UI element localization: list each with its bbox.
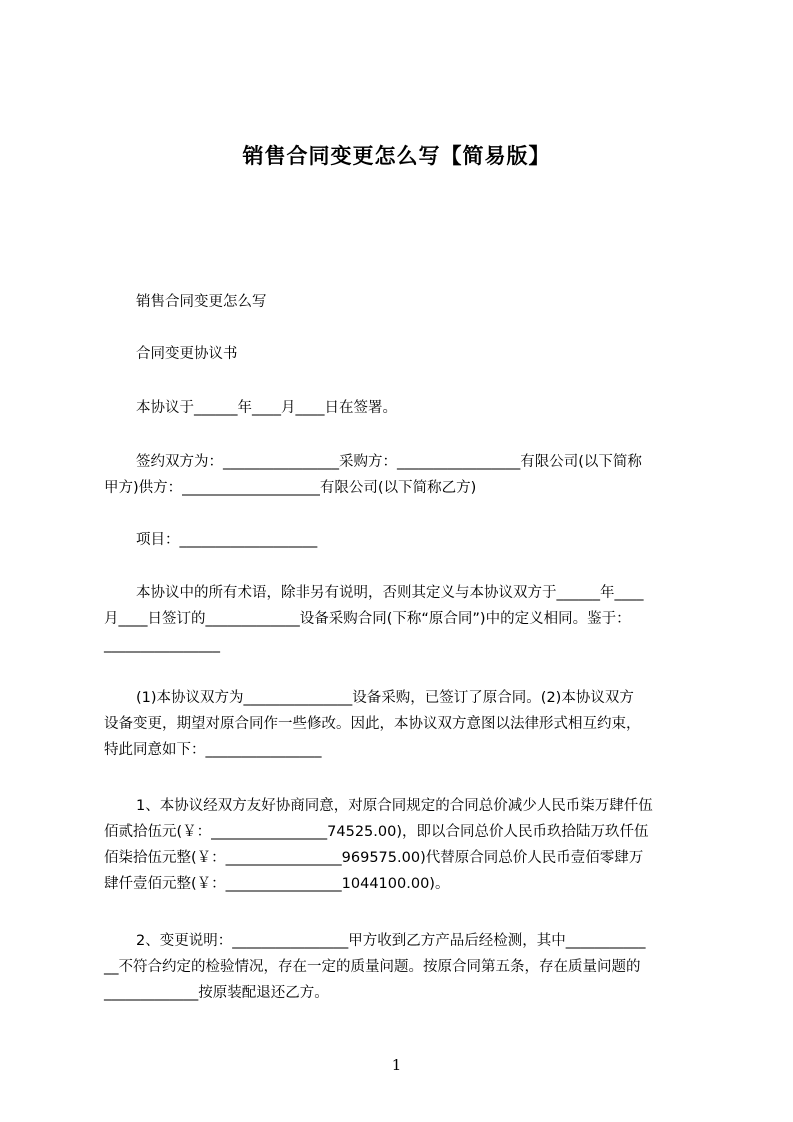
terms-paragraph [104,580,704,658]
subtitle-paragraph [104,289,736,315]
text-line: 月____日签订的_____________设备采购合同(下称“原合同”)中的定义相同。鉴于： [104,611,631,627]
text-line: 本协议中的所有术语，除非另有说明，否则其定义与本协议双方于______年____ [136,585,644,601]
text-line: 佰柒拾伍元整(￥：________________969575.00)代替原合同总价人民币壹佰零肆万 [104,850,644,866]
text-line: 销售合同变更怎么写 [136,294,267,310]
document-title: 销售合同变更怎么写【简易版】 [242,144,551,168]
text-line: 签约双方为：________________采购方：_________________有限公司(以下简称 [136,454,642,470]
clause-1-paragraph [104,793,704,897]
text-line: 合同变更协议书 [136,346,238,362]
text-line: 肆仟壹佰元整(￥：________________1044100.00)。 [104,876,450,892]
text-line: ________________ [104,637,220,653]
text-line: 特此同意如下：________________ [104,742,322,758]
text-line: 设备变更，期望对原合同作一些修改。因此，本协议双方意图以法律形式相互约束， [104,716,641,732]
text-line: 项目：___________________ [136,532,318,548]
text-line: 甲方)供方：___________________有限公司(以下简称乙方) [104,480,477,496]
text-line: 1、本协议经双方友好协商同意，对原合同规定的合同总价减少人民币柒万肆仟伍 [136,798,653,814]
text-line: (1)本协议双方为_______________设备采购，已签订了原合同。(2)本协议双方 [136,690,634,706]
page-number: 1 [391,1056,402,1074]
clause-2-paragraph [104,928,704,1006]
heading-paragraph [104,341,736,367]
text-line: 本协议于______年____月____日在签署。 [136,400,397,416]
text-line: 2、变更说明：________________甲方收到乙方产品后经检测，其中___________ [136,933,646,949]
project-paragraph [104,527,736,553]
date-paragraph [104,395,736,421]
text-line: _____________按原装配退还乙方。 [104,985,329,1001]
parties-paragraph [104,449,704,501]
text-line: __不符合约定的检验情况，存在一定的质量问题。按原合同第五条，存在质量问题的 [104,959,641,975]
recital-paragraph [104,685,704,763]
text-line: 佰贰拾伍元(￥：________________74525.00)，即以合同总价人民币玖拾陆万玖仟伍 [104,824,649,840]
